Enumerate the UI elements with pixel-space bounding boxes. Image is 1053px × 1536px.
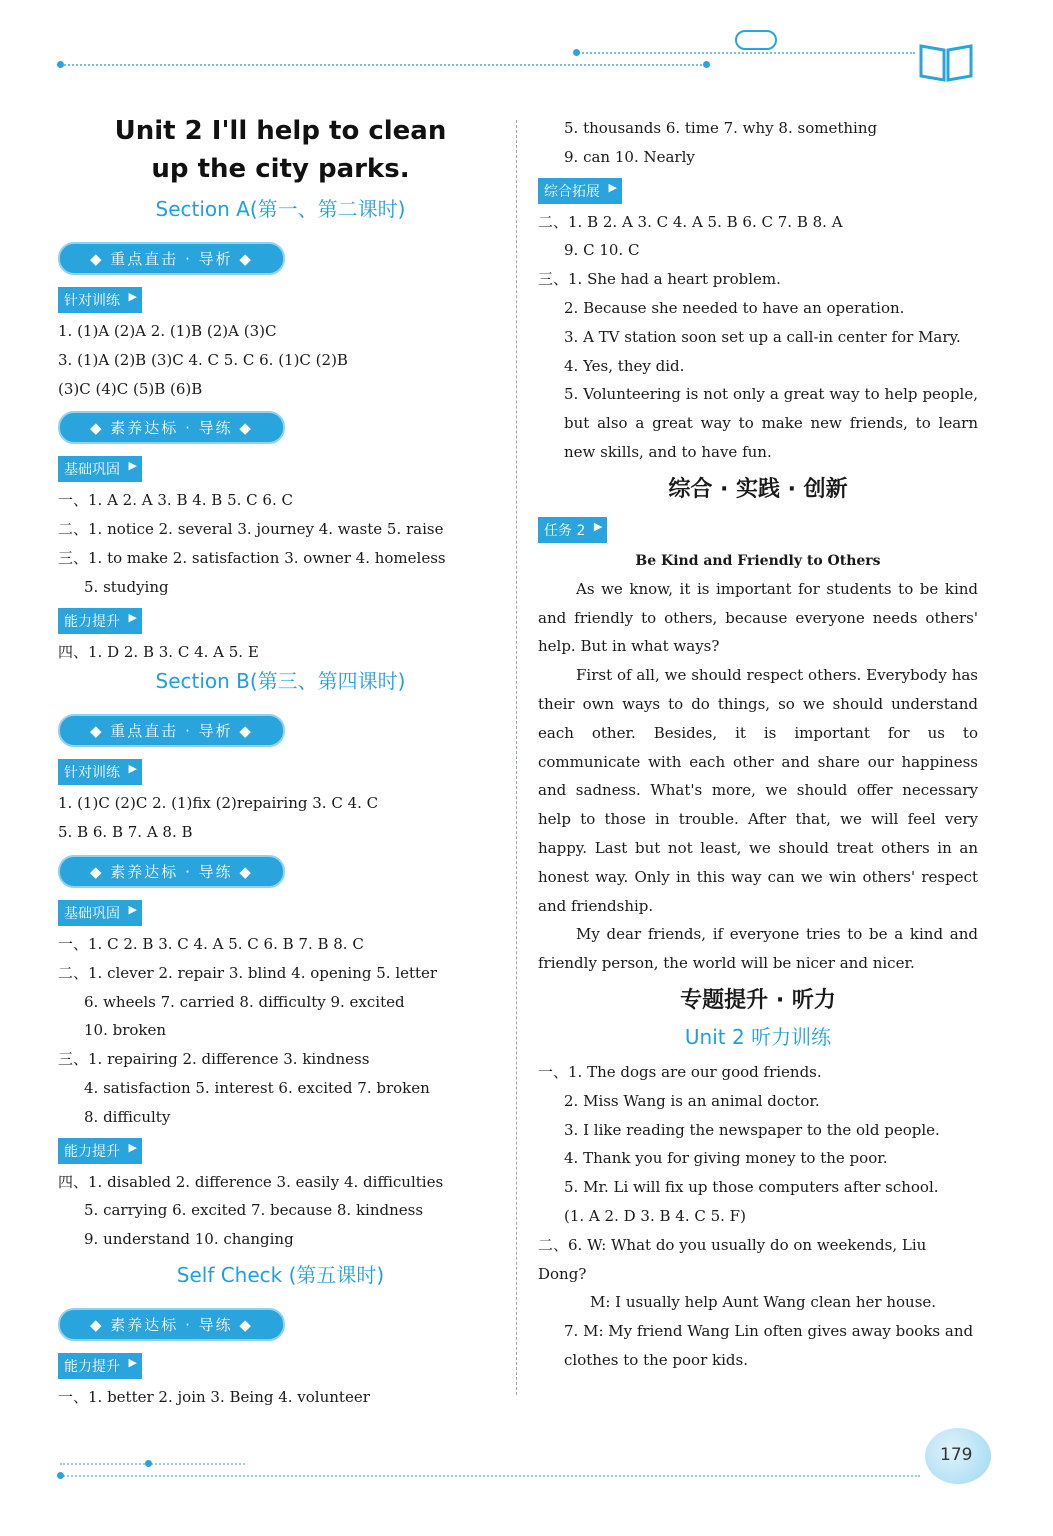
answer-line: M: I usually help Aunt Wang clean her house. bbox=[590, 1293, 937, 1312]
footer-dot bbox=[57, 1472, 64, 1479]
heading-listening: 专题提升 · 听力 bbox=[680, 987, 836, 1013]
answer-line: 9. understand 10. changing bbox=[84, 1230, 294, 1249]
answer-line: 5. carrying 6. excited 7. because 8. kindness bbox=[84, 1201, 424, 1220]
pill-literacy-practice: ◆ 素养达标 · 导练 ◆ bbox=[58, 411, 285, 444]
answer-line: 3. A TV station soon set up a call-in center for Mary. bbox=[564, 327, 961, 346]
header-dot bbox=[57, 61, 64, 68]
pill-focus-guide: ◆ 重点直击 · 导析 ◆ bbox=[58, 714, 285, 747]
answer-line: 6. wheels 7. carried 8. difficulty 9. excited bbox=[84, 992, 405, 1011]
self-check-title: Self Check (第五课时) bbox=[176, 1262, 385, 1287]
answer-line: 三、1. repairing 2. difference 3. kindness bbox=[58, 1050, 370, 1069]
answer-line: 四、1. D 2. B 3. C 4. A 5. E bbox=[58, 642, 259, 661]
footer-dotted-line bbox=[60, 1475, 920, 1477]
unit-title-line1: Unit 2 I'll help to clean bbox=[114, 116, 447, 146]
tag-targeted-training: 针对训练 ▶ bbox=[58, 759, 142, 785]
pill-literacy-practice: ◆ 素养达标 · 导练 ◆ bbox=[58, 855, 285, 888]
unit-title-line2: up the city parks. bbox=[151, 154, 410, 184]
answer-line: 9. can 10. Nearly bbox=[564, 147, 695, 166]
answer-line: 9. C 10. C bbox=[564, 241, 640, 260]
essay-paragraph: First of all, we should respect others. Everybody has their own ways to do things, so we should understand each other. Besides, it is important for us to communicate with each other and share our happiness and sadness. What's more, we should offer necessary help to those in trouble. After that, we will feel very happy. Last but not least, we should treat others in an honest way. Only in this way can we win others' respect and friendship. bbox=[538, 666, 978, 915]
answer-line: 一、1. A 2. A 3. B 4. B 5. C 6. C bbox=[58, 491, 293, 510]
answer-line: 二、6. W: What do you usually do on weekends, Liu Dong? bbox=[538, 1235, 927, 1283]
answer-line: 3. (1)A (2)B (3)C 4. C 5. C 6. (1)C (2)B bbox=[58, 350, 348, 369]
footer-dot bbox=[145, 1460, 152, 1467]
tag-ability-improvement: 能力提升 ▶ bbox=[58, 608, 142, 634]
answer-line: 三、1. She had a heart problem. bbox=[538, 270, 781, 289]
answer-line: 5. thousands 6. time 7. why 8. something bbox=[564, 119, 878, 137]
answer-line: 4. Yes, they did. bbox=[564, 356, 685, 375]
essay-title: Be Kind and Friendly to Others bbox=[635, 552, 881, 569]
header-dot bbox=[573, 49, 580, 56]
answer-line: 三、1. to make 2. satisfaction 3. owner 4. homeless bbox=[58, 548, 446, 567]
tag-task-2: 任务 2 ▶ bbox=[538, 517, 607, 543]
answer-line: 二、1. B 2. A 3. C 4. A 5. B 6. C 7. B 8. A bbox=[538, 212, 843, 231]
tag-comprehensive-extension: 综合拓展 ▶ bbox=[538, 178, 622, 204]
answer-line: 1. (1)A (2)A 2. (1)B (2)A (3)C bbox=[58, 322, 277, 340]
answer-line: 10. broken bbox=[84, 1021, 167, 1040]
footer-dotted-line bbox=[60, 1463, 245, 1465]
answer-line: 一、1. better 2. join 3. Being 4. volunteer bbox=[58, 1387, 370, 1406]
essay-paragraph: As we know, it is important for students to be kind and friendly to others, because everyone needs others' help. But in what ways? bbox=[538, 579, 978, 656]
answer-line: 4. satisfaction 5. interest 6. excited 7. broken bbox=[84, 1078, 430, 1097]
answer-line: 1. (1)C (2)C 2. (1)fix (2)repairing 3. C 4. C bbox=[58, 794, 379, 813]
heading-practice-innovation: 综合 · 实践 · 创新 bbox=[668, 476, 848, 502]
tag-targeted-training: 针对训练 ▶ bbox=[58, 287, 142, 313]
pill-focus-guide: ◆ 重点直击 · 导析 ◆ bbox=[58, 242, 285, 275]
answer-line: 一、1. C 2. B 3. C 4. A 5. C 6. B 7. B 8. C bbox=[58, 934, 364, 953]
answer-line: 一、1. The dogs are our good friends. bbox=[538, 1062, 822, 1081]
answer-line: 3. I like reading the newspaper to the old people. bbox=[564, 1120, 940, 1139]
page-number: 179 bbox=[940, 1445, 973, 1465]
tag-ability-improvement: 能力提升 ▶ bbox=[58, 1138, 142, 1164]
answer-line: 5. Volunteering is not only a great way to help people, but also a great way to make new friends, to learn new skills, and to have fun. bbox=[564, 385, 978, 461]
answer-line: 5. studying bbox=[84, 577, 169, 596]
answer-line: 2. Miss Wang is an animal doctor. bbox=[564, 1091, 820, 1110]
section-a-title: Section A(第一、第二课时) bbox=[155, 197, 406, 221]
header-dotted-line bbox=[60, 64, 710, 66]
answer-line: 二、1. notice 2. several 3. journey 4. waste 5. raise bbox=[58, 520, 444, 539]
unit-listening-title: Unit 2 听力训练 bbox=[684, 1024, 832, 1049]
answer-line: 四、1. disabled 2. difference 3. easily 4. difficulties bbox=[58, 1172, 444, 1191]
pill-literacy-practice: ◆ 素养达标 · 导练 ◆ bbox=[58, 1308, 285, 1341]
column-divider bbox=[516, 120, 517, 1395]
answer-line: (3)C (4)C (5)B (6)B bbox=[58, 379, 203, 398]
tag-basic-consolidation: 基础巩固 ▶ bbox=[58, 900, 142, 926]
answer-line: (1. A 2. D 3. B 4. C 5. F) bbox=[564, 1206, 746, 1225]
header-dotted-line-right bbox=[575, 52, 915, 54]
answer-line: 5. Mr. Li will fix up those computers after school. bbox=[564, 1178, 939, 1197]
answer-line: 4. Thank you for giving money to the poor. bbox=[564, 1149, 888, 1168]
answer-line: 8. difficulty bbox=[84, 1107, 171, 1126]
book-icon bbox=[918, 40, 974, 82]
left-column bbox=[58, 112, 503, 1412]
answer-line: 5. B 6. B 7. A 8. B bbox=[58, 823, 193, 842]
answer-line: 二、1. clever 2. repair 3. blind 4. opening 5. letter bbox=[58, 963, 438, 982]
answer-line: 2. Because she needed to have an operation. bbox=[564, 298, 905, 317]
essay-paragraph: My dear friends, if everyone tries to be a kind and friendly person, the world will be nicer and nicer. bbox=[538, 925, 978, 973]
section-b-title: Section B(第三、第四课时) bbox=[155, 669, 406, 694]
tag-ability-improvement: 能力提升 ▶ bbox=[58, 1353, 142, 1379]
answer-line: 7. M: My friend Wang Lin often gives away books and clothes to the poor kids. bbox=[564, 1322, 974, 1369]
header-dot bbox=[703, 61, 710, 68]
right-column bbox=[538, 114, 978, 1375]
cloud-icon bbox=[735, 30, 777, 50]
tag-basic-consolidation: 基础巩固 ▶ bbox=[58, 456, 142, 482]
